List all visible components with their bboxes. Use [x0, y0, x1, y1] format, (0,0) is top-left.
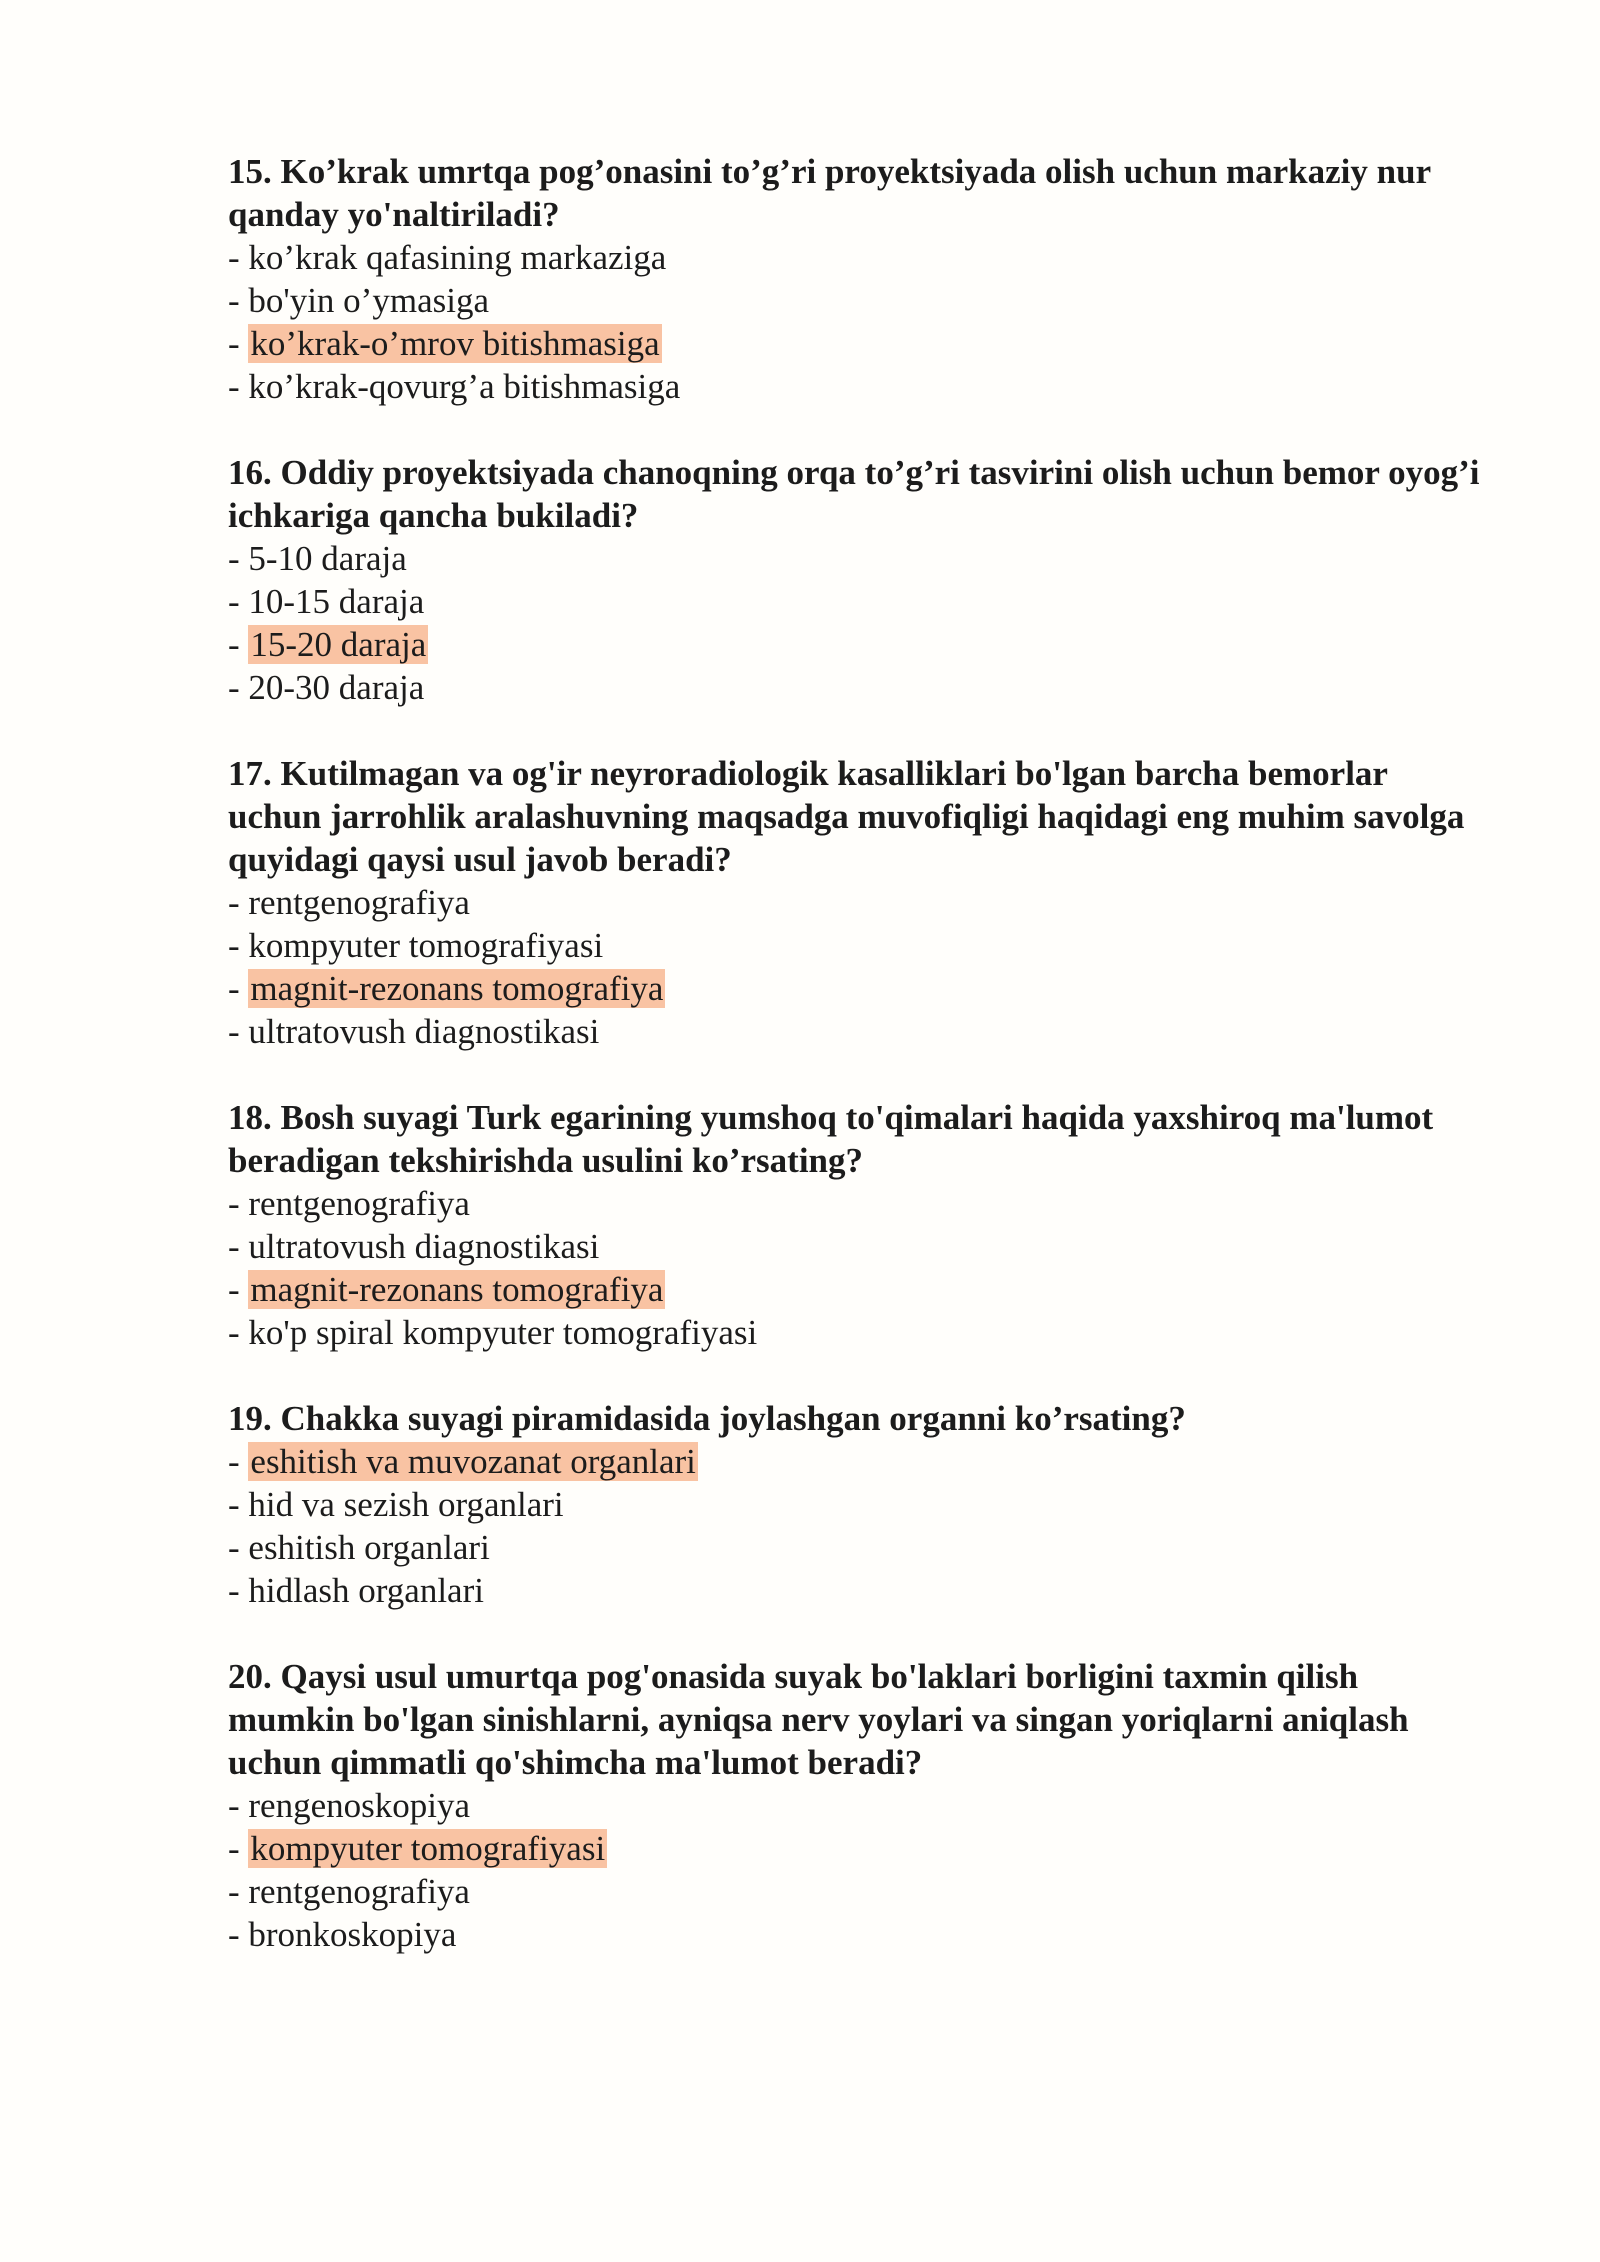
- option-text: ko’krak qafasining markaziga: [248, 238, 667, 277]
- option-text: rentgenografiya: [248, 1872, 470, 1911]
- option-text: rentgenografiya: [248, 883, 470, 922]
- option-text: rentgenografiya: [248, 1184, 470, 1223]
- question-title: 17. Kutilmagan va og'ir neyroradiologik kasalliklari bo'lgan barcha bemorlar uchun jarrohlik aralashuvning maqsadga muvofiqligi haqidagi eng muhim savolga quyidagi qaysi usul javob beradi?: [228, 754, 1465, 879]
- option-text: 20-30 daraja: [248, 668, 425, 707]
- option-text: hid va sezish organlari: [248, 1485, 564, 1524]
- option-prefix: -: [228, 1528, 249, 1567]
- option-text: ultratovush diagnostikasi: [248, 1012, 600, 1051]
- option-text: bronkoskopiya: [248, 1915, 457, 1954]
- option-prefix: -: [228, 1829, 249, 1868]
- option-prefix: -: [228, 1915, 249, 1954]
- question-title: 18. Bosh suyagi Turk egarining yumshoq to'qimalari haqida yaxshiroq ma'lumot beradigan tekshirishda usulini ko’rsating?: [228, 1098, 1434, 1180]
- answer-option: [228, 1526, 1488, 1569]
- answer-option: [228, 1784, 1488, 1827]
- option-prefix: -: [228, 883, 249, 922]
- question-title: 16. Oddiy proyektsiyada chanoqning orqa to’g’ri tasvirini olish uchun bemor oyog’i ichkariga qancha bukiladi?: [228, 453, 1480, 535]
- option-prefix: -: [228, 281, 249, 320]
- option-text: hidlash organlari: [248, 1571, 484, 1610]
- answer-option: [228, 580, 1488, 623]
- option-prefix: -: [228, 1270, 249, 1309]
- question-15: [228, 150, 1488, 408]
- option-text: eshitish organlari: [248, 1528, 490, 1567]
- answer-option: [228, 1010, 1488, 1053]
- highlighted-answer: ko’krak-o’mrov bitishmasiga: [250, 324, 660, 363]
- answer-option: [228, 924, 1488, 967]
- highlighted-answer: magnit-rezonans tomografiya: [250, 969, 664, 1008]
- option-prefix: -: [228, 238, 249, 277]
- answer-option-correct: [228, 1827, 1488, 1870]
- option-prefix: -: [228, 969, 249, 1008]
- answer-option: [228, 666, 1488, 709]
- option-text: kompyuter tomografiyasi: [248, 926, 604, 965]
- question-19: [228, 1397, 1488, 1612]
- highlighted-answer: kompyuter tomografiyasi: [250, 1829, 606, 1868]
- answer-option: [228, 1569, 1488, 1612]
- highlighted-answer: eshitish va muvozanat organlari: [250, 1442, 696, 1481]
- option-prefix: -: [228, 1485, 249, 1524]
- question-title: 20. Qaysi usul umurtqa pog'onasida suyak bo'laklari borligini taxmin qilish mumkin bo'lgan sinishlarni, ayniqsa nerv yoylari va singan yoriqlarni aniqlash uchun qimmatli qo'shimcha ma'lumot beradi?: [228, 1657, 1409, 1782]
- question-title: 19. Chakka suyagi piramidasida joylashgan organni ko’rsating?: [228, 1399, 1186, 1438]
- option-prefix: -: [228, 539, 249, 578]
- option-prefix: -: [228, 1012, 249, 1051]
- answer-option-correct: [228, 967, 1488, 1010]
- option-prefix: -: [228, 1313, 249, 1352]
- option-text: ko’krak-qovurg’a bitishmasiga: [248, 367, 681, 406]
- option-prefix: -: [228, 582, 249, 621]
- option-text: ultratovush diagnostikasi: [248, 1227, 600, 1266]
- option-text: 5-10 daraja: [248, 539, 407, 578]
- question-20: [228, 1655, 1488, 1956]
- answer-option-correct: [228, 1268, 1488, 1311]
- option-prefix: -: [228, 926, 249, 965]
- answer-option: [228, 1311, 1488, 1354]
- option-prefix: -: [228, 324, 249, 363]
- answer-option: [228, 1225, 1488, 1268]
- answer-option: [228, 1913, 1488, 1956]
- option-text: ko'p spiral kompyuter tomografiyasi: [248, 1313, 758, 1352]
- option-text: rengenoskopiya: [248, 1786, 471, 1825]
- option-prefix: -: [228, 1872, 249, 1911]
- answer-option-correct: [228, 322, 1488, 365]
- answer-option: [228, 1870, 1488, 1913]
- option-prefix: -: [228, 1227, 249, 1266]
- option-prefix: -: [228, 668, 249, 707]
- option-prefix: -: [228, 1184, 249, 1223]
- answer-option: [228, 1483, 1488, 1526]
- answer-option: [228, 537, 1488, 580]
- answer-option: [228, 365, 1488, 408]
- option-prefix: -: [228, 625, 249, 664]
- answer-option: [228, 236, 1488, 279]
- answer-option: [228, 881, 1488, 924]
- answer-option-correct: [228, 623, 1488, 666]
- option-prefix: -: [228, 367, 249, 406]
- answer-option-correct: [228, 1440, 1488, 1483]
- answer-option: [228, 279, 1488, 322]
- question-16: [228, 451, 1488, 709]
- question-title: 15. Ko’krak umrtqa pog’onasini to’g’ri proyektsiyada olish uchun markaziy nur qanday yo'naltiriladi?: [228, 152, 1431, 234]
- option-prefix: -: [228, 1571, 249, 1610]
- option-prefix: -: [228, 1786, 249, 1825]
- question-17: [228, 752, 1488, 1053]
- option-prefix: -: [228, 1442, 249, 1481]
- highlighted-answer: magnit-rezonans tomografiya: [250, 1270, 664, 1309]
- answer-option: [228, 1182, 1488, 1225]
- option-text: bo'yin o’ymasiga: [248, 281, 489, 320]
- quiz-page: [228, 150, 1488, 1999]
- option-text: 10-15 daraja: [248, 582, 425, 621]
- highlighted-answer: 15-20 daraja: [250, 625, 427, 664]
- question-18: [228, 1096, 1488, 1354]
